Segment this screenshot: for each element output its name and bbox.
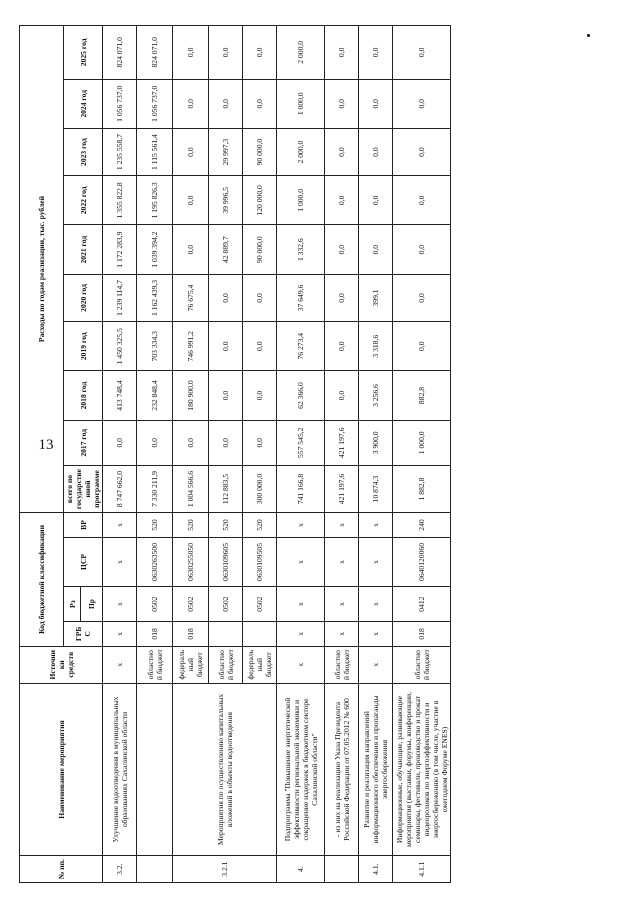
row-year-value: 1 000,0 <box>393 420 451 465</box>
row-year-value: 1 115 561,4 <box>137 128 173 175</box>
row-vr: 520 <box>209 513 243 538</box>
row-rz-pr: 0502 <box>243 587 277 622</box>
rotated-table-wrapper <box>19 23 453 883</box>
row-year-value: 413 748,4 <box>103 371 137 420</box>
row-vr: 240 <box>393 513 451 538</box>
hdr-expenses: Расходы по годам реализации, тыс. рублей <box>20 26 64 513</box>
row-number: 3.2. <box>103 856 137 883</box>
row-rz-pr: 0502 <box>173 587 209 622</box>
row-total: 1 882,8 <box>393 465 451 512</box>
row-year-value: 0,0 <box>359 225 393 274</box>
row-grbs: 018 <box>137 622 173 647</box>
hdr-year: 2020 год <box>64 274 103 321</box>
row-year-value: 0,0 <box>325 176 359 225</box>
row-year-value: 1 000,0 <box>277 79 325 128</box>
table-row <box>137 26 173 883</box>
hdr-rz: Рз <box>64 587 81 622</box>
row-number <box>325 856 359 883</box>
row-source: x <box>103 646 137 683</box>
row-year-value: 0,0 <box>243 371 277 420</box>
row-year-value: 0,0 <box>243 79 277 128</box>
row-name: Развитие и реализация направлений информационного обеспечения и пропаганды энергосбережения <box>359 683 393 856</box>
expenses-table <box>19 25 451 883</box>
row-total: 421 197,6 <box>325 465 359 512</box>
row-year-value: 0,0 <box>173 176 209 225</box>
row-csr: x <box>325 537 359 586</box>
row-year-value: 0,0 <box>325 26 359 80</box>
row-year-value: 0,0 <box>137 420 173 465</box>
page-number: 13 <box>38 437 54 453</box>
row-source: x <box>359 646 393 683</box>
row-year-value: 0,0 <box>209 79 243 128</box>
row-csr: x <box>359 537 393 586</box>
row-vr: x <box>103 513 137 538</box>
row-year-value: 0,0 <box>173 225 209 274</box>
row-total: 7 330 211,9 <box>137 465 173 512</box>
row-name <box>137 683 173 856</box>
row-year-value: 90 000,0 <box>243 225 277 274</box>
row-year-value: 0,0 <box>325 371 359 420</box>
row-csr: 0640120060 <box>393 537 451 586</box>
row-year-value: 0,0 <box>173 128 209 175</box>
row-year-value: 3 256,6 <box>359 371 393 420</box>
row-rz-pr: x <box>359 587 393 622</box>
row-source: областной бюджет <box>137 646 173 683</box>
row-source: x <box>277 646 325 683</box>
row-name: Мероприятия по осуществлению капитальных вложений в объекты водоотведения <box>173 683 277 856</box>
row-vr: x <box>277 513 325 538</box>
table-row <box>103 26 137 883</box>
row-year-value: 2 000,0 <box>277 26 325 80</box>
row-year-value: 2 000,0 <box>277 128 325 175</box>
row-year-value: 0,0 <box>359 79 393 128</box>
row-grbs: x <box>103 622 137 647</box>
row-number: 3.2.1 <box>173 856 277 883</box>
row-vr: 520 <box>243 513 277 538</box>
row-year-value: 42 889,7 <box>209 225 243 274</box>
row-rz-pr: x <box>103 587 137 622</box>
row-year-value: 1 000,0 <box>277 176 325 225</box>
row-vr: 520 <box>173 513 209 538</box>
row-name: Подпрограмма "Повышение энергетической эффективности региональной экономики и сокращение издержек в бюджетном секторе Сахалинской области" <box>277 683 325 856</box>
row-csr: 0630109605 <box>209 537 243 586</box>
row-year-value: 0,0 <box>393 176 451 225</box>
row-rz-pr: x <box>325 587 359 622</box>
row-name: Информационные, обучающие, развивающие мероприятия (выставки, форумы, конференции, семинары, фестивали, производство и прокат видеороликов по энергоэффективности и энергосбережению (в том числе, участие в ежегодном Форуме ENES) <box>393 683 451 856</box>
row-year-value: 0,0 <box>103 420 137 465</box>
hdr-year: 2023 год <box>64 128 103 175</box>
table-row <box>393 26 451 883</box>
row-year-value: 1 239 114,7 <box>103 274 137 321</box>
row-year-value: 824 071,0 <box>103 26 137 80</box>
row-year-value: 180 900,0 <box>173 371 209 420</box>
row-year-value: 0,0 <box>393 26 451 80</box>
row-grbs: x <box>325 622 359 647</box>
row-year-value: 1 056 737,0 <box>103 79 137 128</box>
row-year-value: 0,0 <box>209 371 243 420</box>
row-year-value: 76 273,4 <box>277 322 325 371</box>
row-year-value: 39 996,5 <box>209 176 243 225</box>
hdr-csr: ЦСР <box>64 537 103 586</box>
row-grbs: x <box>359 622 393 647</box>
row-rz-pr: 0412 <box>393 587 451 622</box>
row-source: федеральный бюджет <box>243 646 277 683</box>
hdr-year: 2019 год <box>64 322 103 371</box>
row-rz-pr: 0502 <box>137 587 173 622</box>
row-year-value: 0,0 <box>325 322 359 371</box>
hdr-budget-code: Код бюджетной классификации <box>20 513 64 647</box>
row-year-value: 1 450 325,5 <box>103 322 137 371</box>
row-rz-pr: 0502 <box>209 587 243 622</box>
table-row <box>325 26 359 883</box>
row-grbs: 018 <box>393 622 451 647</box>
row-source: областной бюджет <box>209 646 243 683</box>
row-year-value: 0,0 <box>243 274 277 321</box>
row-year-value: 1 355 822,8 <box>103 176 137 225</box>
row-year-value: 0,0 <box>393 225 451 274</box>
row-number <box>137 856 173 883</box>
row-csr: x <box>103 537 137 586</box>
row-year-value: 0,0 <box>209 274 243 321</box>
row-year-value: 1 162 439,3 <box>137 274 173 321</box>
hdr-grbs: ГРБС <box>64 622 103 647</box>
row-year-value: 0,0 <box>393 322 451 371</box>
hdr-name: Наименование мероприятия <box>20 683 103 856</box>
row-rz-pr: x <box>277 587 325 622</box>
row-year-value: 3 900,0 <box>359 420 393 465</box>
row-year-value: 0,0 <box>173 420 209 465</box>
row-year-value: 0,0 <box>243 322 277 371</box>
row-source: областной бюджет <box>393 646 451 683</box>
table-row <box>359 26 393 883</box>
hdr-year: 2022 год <box>64 176 103 225</box>
row-year-value: 703 334,3 <box>137 322 173 371</box>
row-year-value: 557 545,2 <box>277 420 325 465</box>
row-source: областной бюджет <box>325 646 359 683</box>
row-year-value: 0,0 <box>243 420 277 465</box>
hdr-no: № пп. <box>20 856 103 883</box>
hdr-year: 2017 год <box>64 420 103 465</box>
row-year-value: 90 000,0 <box>243 128 277 175</box>
row-year-value: 421 197,6 <box>325 420 359 465</box>
row-year-value: 0,0 <box>209 322 243 371</box>
hdr-year: 2021 год <box>64 225 103 274</box>
row-year-value: 1 195 826,3 <box>137 176 173 225</box>
row-year-value: 0,0 <box>393 128 451 175</box>
table-body <box>103 26 451 883</box>
row-year-value: 882,8 <box>393 371 451 420</box>
row-year-value: 0,0 <box>209 26 243 80</box>
row-year-value: 0,0 <box>393 274 451 321</box>
row-grbs: x <box>277 622 325 647</box>
row-year-value: 0,0 <box>359 26 393 80</box>
row-year-value: 0,0 <box>393 79 451 128</box>
row-year-value: 0,0 <box>209 420 243 465</box>
row-year-value: 0,0 <box>243 26 277 80</box>
row-grbs <box>243 622 277 647</box>
row-year-value: 1 332,6 <box>277 225 325 274</box>
hdr-year: 2018 год <box>64 371 103 420</box>
row-year-value: 0,0 <box>359 176 393 225</box>
row-year-value: 3 318,6 <box>359 322 393 371</box>
row-total: 300 000,0 <box>243 465 277 512</box>
row-year-value: 232 848,4 <box>137 371 173 420</box>
row-total: 741 166,8 <box>277 465 325 512</box>
hdr-year: 2025 год <box>64 26 103 80</box>
row-number: 4.1. <box>359 856 393 883</box>
row-name: - из них на реализацию Указа Президента Российской Федерации от 07.05.2012 № 600 <box>325 683 359 856</box>
table-row <box>173 26 209 883</box>
row-year-value: 0,0 <box>325 128 359 175</box>
row-vr: x <box>325 513 359 538</box>
row-csr: 0630263500 <box>137 537 173 586</box>
row-total: 8 747 662,0 <box>103 465 137 512</box>
row-name: Улучшение водоотведения в муниципальных образованиях Сахалинской области <box>103 683 137 856</box>
row-vr: x <box>359 513 393 538</box>
row-year-value: 0,0 <box>173 26 209 80</box>
row-grbs: 018 <box>173 622 209 647</box>
row-year-value: 0,0 <box>359 128 393 175</box>
row-year-value: 746 991,2 <box>173 322 209 371</box>
row-grbs <box>209 622 243 647</box>
hdr-vr: ВР <box>64 513 103 538</box>
row-year-value: 399,1 <box>359 274 393 321</box>
row-total: 112 883,5 <box>209 465 243 512</box>
row-year-value: 29 997,3 <box>209 128 243 175</box>
row-year-value: 0,0 <box>173 79 209 128</box>
row-year-value: 0,0 <box>325 274 359 321</box>
row-year-value: 37 649,6 <box>277 274 325 321</box>
row-source: федеральный бюджет <box>173 646 209 683</box>
row-year-value: 1 172 283,9 <box>103 225 137 274</box>
row-year-value: 0,0 <box>325 225 359 274</box>
row-year-value: 0,0 <box>325 79 359 128</box>
row-number: 4. <box>277 856 325 883</box>
row-year-value: 120 000,0 <box>243 176 277 225</box>
table-row <box>277 26 325 883</box>
hdr-year: 2024 год <box>64 79 103 128</box>
row-total: 10 874,3 <box>359 465 393 512</box>
row-year-value: 824 071,0 <box>137 26 173 80</box>
hdr-total: всего по государственной программе <box>64 465 103 512</box>
row-year-value: 1 056 737,0 <box>137 79 173 128</box>
row-year-value: 62 366,0 <box>277 371 325 420</box>
row-csr: 0630109505 <box>243 537 277 586</box>
row-number: 4.1.1 <box>393 856 451 883</box>
row-year-value: 76 675,4 <box>173 274 209 321</box>
row-csr: 0630255050 <box>173 537 209 586</box>
row-year-value: 1 235 558,7 <box>103 128 137 175</box>
row-csr: x <box>277 537 325 586</box>
scan-dot <box>587 34 590 37</box>
row-vr: 520 <box>137 513 173 538</box>
row-year-value: 1 039 394,2 <box>137 225 173 274</box>
hdr-source: Источники средств <box>20 646 103 683</box>
row-total: 1 004 566,6 <box>173 465 209 512</box>
hdr-pr: Пр <box>81 587 103 622</box>
